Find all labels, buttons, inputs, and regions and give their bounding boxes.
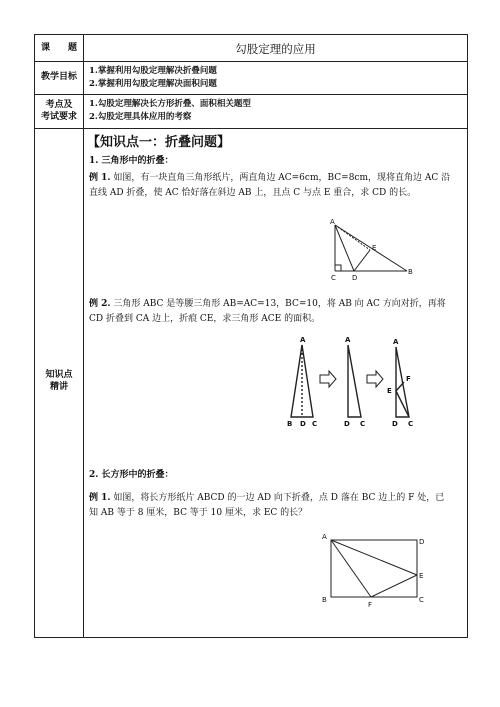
lesson-table xyxy=(34,34,468,638)
figure-isosceles-fold xyxy=(283,335,461,427)
edge-fe xyxy=(371,575,417,597)
right-angle-mark xyxy=(335,265,341,271)
point-label-e: E xyxy=(372,244,377,252)
arrow-right-icon xyxy=(320,371,336,387)
example-text: 如图，将长方形纸片 ABCD 的一边 AD 向下折叠，点 D 落在 BC 边上的 F 处，已 xyxy=(110,493,445,503)
example-prefix: 例 2. xyxy=(89,299,111,309)
triangle-adc xyxy=(348,345,361,417)
topic-label: 课 题 xyxy=(40,43,77,53)
rectangle-abcd xyxy=(331,540,417,597)
point-label-c: C xyxy=(408,420,414,427)
example-2 xyxy=(89,297,465,327)
exam-label xyxy=(35,99,83,123)
point-label-a: A xyxy=(393,338,399,346)
subsection-title: 1. 三角形中的折叠： xyxy=(89,156,174,166)
figure-right-triangle xyxy=(323,219,419,283)
row-divider xyxy=(35,61,467,62)
example-text: 知 AB 等于 8 厘米，BC 等于 10 厘米，求 EC 的长？ xyxy=(89,508,308,518)
example-1 xyxy=(89,171,465,201)
arrow-right-icon xyxy=(367,371,383,387)
row-divider xyxy=(35,128,467,129)
goal-item: 1.掌握利用勾股定理解决折叠问题 xyxy=(89,66,217,76)
exam-label-line: 考点及 xyxy=(45,100,73,110)
exam-item: 2.勾股定理具体应用的考察 xyxy=(89,112,192,122)
edge-de xyxy=(354,250,370,271)
content-label-line: 知识点 xyxy=(45,370,73,380)
point-label-b: B xyxy=(287,420,293,427)
point-label-d: D xyxy=(419,538,425,546)
example-3 xyxy=(89,491,465,521)
goal-list xyxy=(89,65,217,91)
exam-label-line: 考试要求 xyxy=(40,112,77,122)
crease-ae xyxy=(331,540,417,575)
example-text: CD 折叠到 CA 边上，折痕 CE，求三角形 ACE 的面积。 xyxy=(89,314,321,324)
point-label-c: C xyxy=(331,274,336,282)
row-divider xyxy=(35,94,467,95)
example-text: 三角形 ABC 是等腰三角形 AB=AC=13，BC=10，将 AB 向 AC 方向对折，再将 xyxy=(110,299,446,309)
point-label-c: C xyxy=(419,596,424,604)
point-label-a: A xyxy=(345,336,351,344)
content-label xyxy=(35,369,83,393)
goal-item: 2.掌握利用勾股定理解决面积问题 xyxy=(89,79,217,89)
point-label-a: A xyxy=(330,219,335,226)
point-label-c: C xyxy=(312,420,318,427)
point-label-d: D xyxy=(392,420,398,427)
goal-label: 教学目标 xyxy=(40,72,77,82)
example-text: 如图，有一块直角三角形纸片，两直角边 AC=6cm，BC=8cm，现将直角边 AC 沿 xyxy=(110,173,451,183)
example-prefix: 例 1. xyxy=(89,493,111,503)
point-label-d: D xyxy=(344,420,350,427)
exam-item: 1.勾股定理解决长方形折叠、面积相关题型 xyxy=(89,99,251,109)
point-label-d: D xyxy=(300,420,306,427)
example-text: 直线 AD 折叠，使 AC 恰好落在斜边 AB 上，且点 C 与点 E 重合，求 CD 的长。 xyxy=(89,188,417,198)
point-label-a: A xyxy=(322,533,327,541)
point-label-e: E xyxy=(387,387,392,395)
subsection-title: 2. 长方形中的折叠： xyxy=(89,470,174,480)
example-prefix: 例 1. xyxy=(89,173,111,183)
point-label-a: A xyxy=(300,336,306,344)
point-label-c: C xyxy=(360,420,366,427)
point-label-f: F xyxy=(368,601,373,609)
point-label-d: D xyxy=(352,274,358,282)
point-label-f: F xyxy=(406,375,411,383)
section-heading: 【知识点一：折叠问题】 xyxy=(87,135,231,150)
content-label-line: 精讲 xyxy=(49,382,68,392)
column-divider xyxy=(83,35,84,637)
point-label-e: E xyxy=(419,572,424,580)
exam-list xyxy=(89,98,251,124)
point-label-b: B xyxy=(322,596,327,604)
figure-rectangle-fold xyxy=(319,530,429,610)
page-title: 勾股定理的应用 xyxy=(235,42,316,56)
edge-ab xyxy=(335,225,407,271)
point-label-b: B xyxy=(408,268,413,276)
